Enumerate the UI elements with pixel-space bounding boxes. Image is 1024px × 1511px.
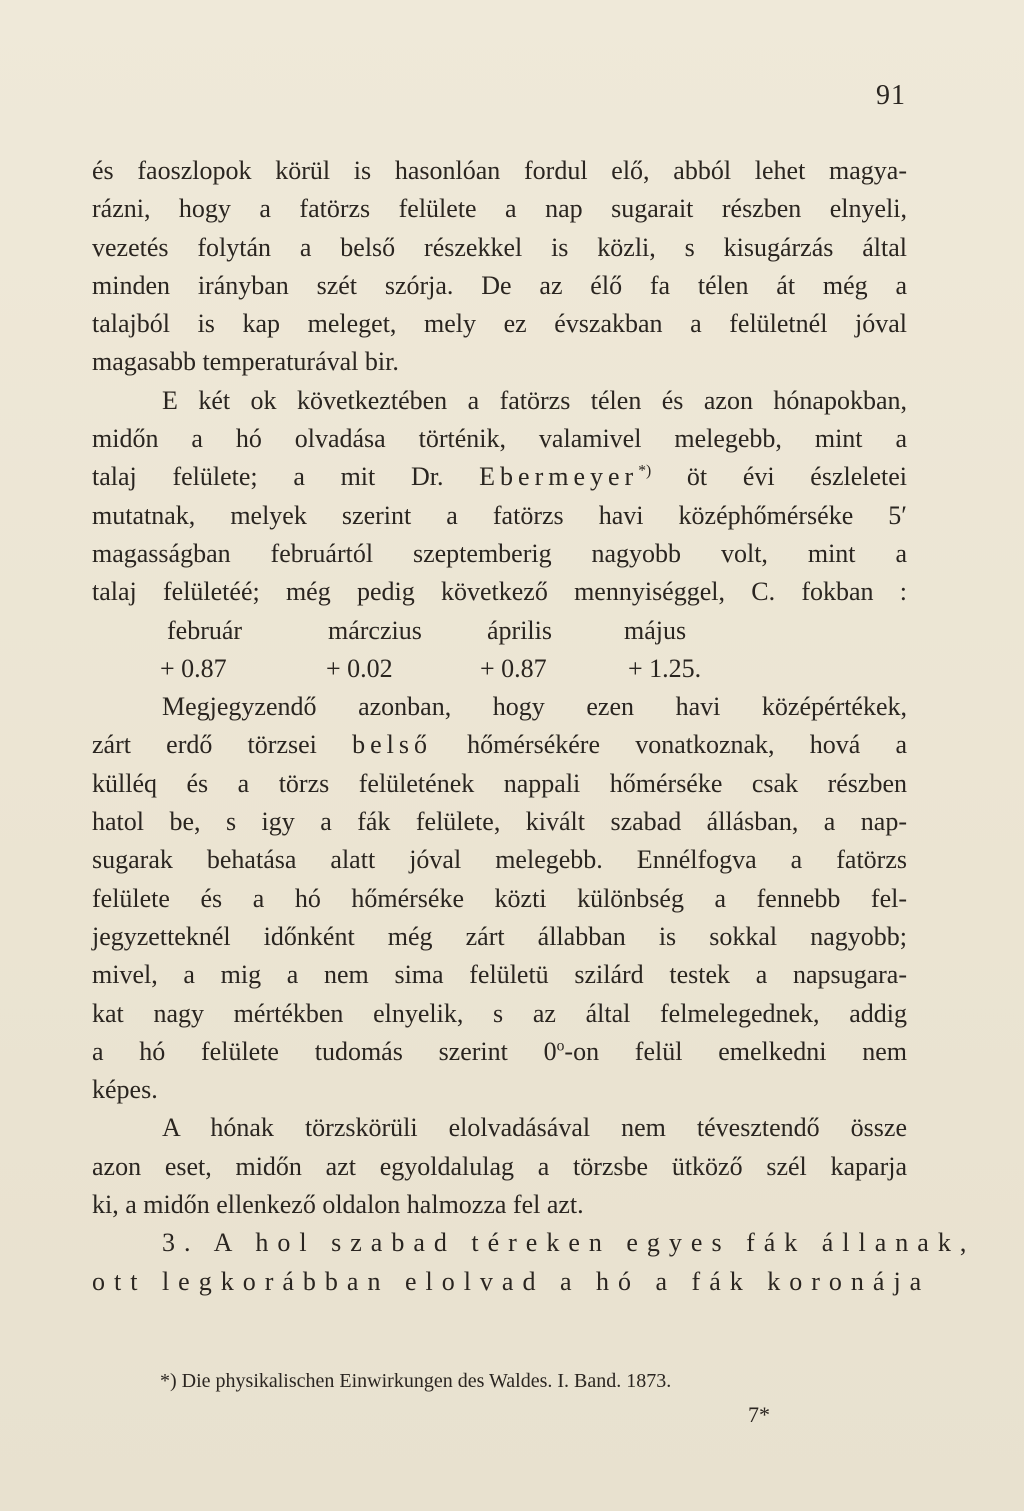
emphasis-word: belső: [352, 730, 432, 760]
text-fragment: zárt erdő törzsei: [92, 730, 317, 760]
footnote-mark: *): [638, 463, 652, 481]
month-label: február: [167, 615, 243, 645]
month-value: + 0.02: [326, 653, 393, 683]
text-line: képes.: [92, 1075, 158, 1105]
text-line: talajból is kap meleget, mely ez évszakban a felületnél jóval: [92, 309, 907, 339]
text-line: külléq és a törzs felületének nappali hőmérséke csak részben: [92, 768, 907, 798]
text-line: magasságban februártól szeptemberig nagyobb volt, mint a: [92, 538, 907, 568]
month-label: márczius: [328, 615, 422, 645]
paragraph-start: E két ok következtében a fatörzs télen és azon hónapokban,: [162, 385, 907, 415]
text-line: magasabb temperaturával bir.: [92, 347, 399, 377]
page-number: 91: [876, 80, 906, 111]
text-fragment: talaj felülete; a mit Dr.: [92, 462, 444, 492]
month-value: + 0.87: [480, 653, 547, 683]
month-value: + 0.87: [160, 653, 227, 683]
degree-mark: o: [556, 1037, 565, 1055]
text-line: jegyzetteknél időnként még zárt állabban is sokkal nagyobb;: [92, 921, 907, 951]
text-line: sugarak behatása alatt jóval melegebb. Ennélfogva a fatörzs: [92, 845, 907, 875]
text-fragment: öt évi észleletei: [686, 462, 908, 492]
text-line: kat nagy mértékben elnyelik, s az által felmelegednek, addig: [92, 998, 907, 1028]
footnote: *) Die physikalischen Einwirkungen des Waldes. I. Band. 1873.: [160, 1370, 672, 1392]
text-line: ki, a midőn ellenkező oldalon halmozza fel azt.: [92, 1190, 584, 1220]
text-line: azon eset, midőn azt egyoldalulag a törzsbe ütköző szél kaparja: [92, 1151, 907, 1181]
text-line-ebermeyer: [92, 458, 907, 496]
paragraph-start: A hónak törzskörüli elolvadásával nem tévesztendő össze: [162, 1113, 907, 1143]
text-line: midőn a hó olvadása történik, valamivel melegebb, mint a: [92, 424, 907, 454]
months-row: [92, 612, 907, 650]
body-text: [92, 152, 976, 1301]
section-text: ott legkorábban elolvad a hó a fák koronája: [92, 1266, 931, 1296]
text-line: minden irányban szét szórja. De az élő fa télen át még a: [92, 270, 907, 300]
text-line: mutatnak, melyek szerint a fatörzs havi középhőmérséke 5′: [92, 500, 907, 530]
text-line: mivel, a mig a nem sima felületü szilárd testek a napsugara-: [92, 960, 907, 990]
text-line: rázni, hogy a fatörzs felülete a nap sugarait részben elnyeli,: [92, 194, 907, 224]
text-line: hatol be, s igy a fák felülete, kivált szabad állásban, a nap-: [92, 807, 907, 837]
section-heading: 3. A hol szabad téreken egyes fák állanak,: [162, 1228, 976, 1258]
text-fragment: hőmérsékére vonatkoznak, hová a: [467, 730, 908, 760]
month-label: május: [624, 615, 687, 645]
text-fragment: a hó felülete tudomás szerint 0: [92, 1036, 557, 1066]
text-line-degree: [92, 1033, 907, 1071]
author-name: Ebermeyer: [479, 462, 639, 492]
text-line: talaj felületéé; még pedig következő mennyiséggel, C. fokban :: [92, 577, 907, 607]
month-value: + 1.25.: [628, 653, 702, 683]
values-row: [92, 650, 907, 688]
text-line-belso: [92, 726, 907, 764]
paragraph-start: Megjegyzendő azonban, hogy ezen havi középértékek,: [162, 692, 907, 722]
signature-mark: 7*: [748, 1402, 770, 1427]
month-label: április: [487, 615, 552, 645]
text-line: vezetés folytán a belső részekkel is közli, s kisugárzás által: [92, 232, 907, 262]
text-line: és faoszlopok körül is hasonlóan fordul elő, abból lehet magya-: [92, 156, 907, 185]
text-line: felülete és a hó hőmérséke közti különbség a fennebb fel-: [92, 883, 907, 913]
text-fragment: -on felül emelkedni nem: [564, 1036, 907, 1066]
